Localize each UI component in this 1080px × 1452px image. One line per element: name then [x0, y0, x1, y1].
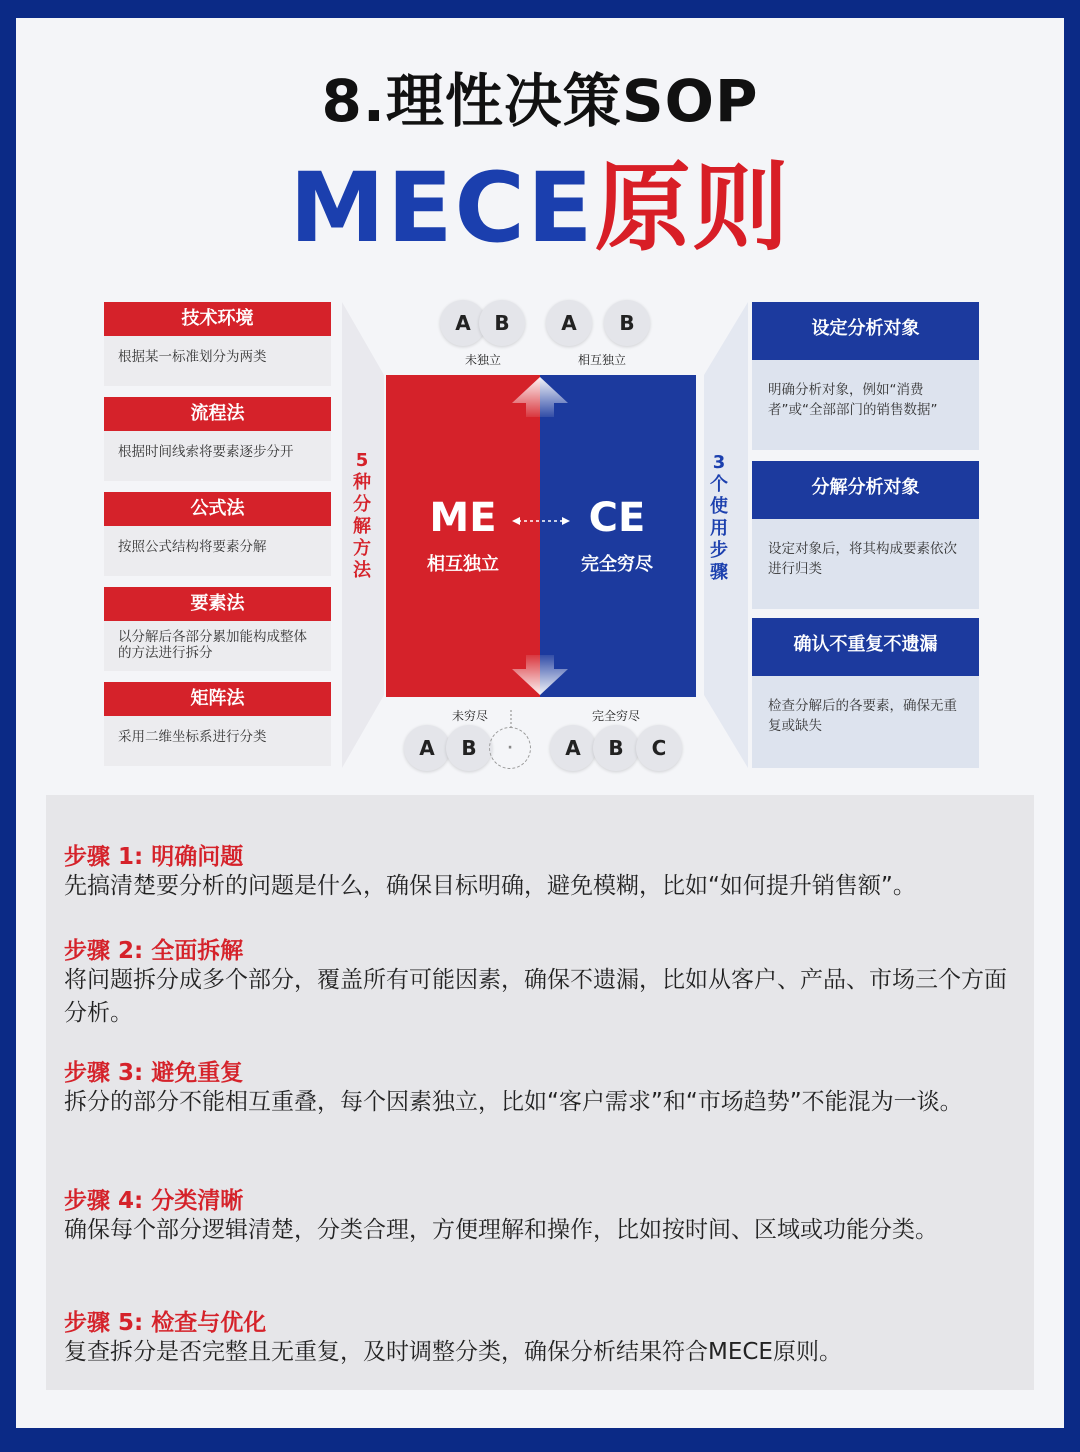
use-step-card	[752, 461, 979, 609]
method-desc: 按照公式结构将要素分解	[118, 539, 267, 555]
circle-a: A	[546, 300, 592, 346]
method-card	[104, 397, 331, 481]
use-step-title: 设定分析对象	[752, 302, 979, 360]
methods-vertical-label	[350, 450, 374, 582]
method-title: 公式法	[104, 492, 331, 526]
label-not-independent: 未独立	[464, 353, 501, 367]
method-card	[104, 302, 331, 386]
method-card	[104, 587, 331, 671]
method-desc: 以分解后各部分累加能构成整体的方法进行拆分	[118, 629, 307, 661]
circle-b: B	[446, 725, 492, 771]
step-text: 复查拆分是否完整且无重复，及时调整分类，确保分析结果符合MECE原则。	[64, 1339, 842, 1365]
left-arrow-icon	[512, 517, 520, 525]
method-title: 要素法	[104, 587, 331, 621]
method-title: 矩阵法	[104, 682, 331, 716]
label-exhaustive: 完全穷尽	[591, 709, 640, 723]
headline	[0, 132, 1080, 269]
step-text: 确保每个部分逻辑清楚，分类合理，方便理解和操作，比如按时间、区域或功能分类。	[64, 1217, 938, 1243]
step-heading: 步骤 5: 检查与优化	[64, 1310, 267, 1336]
methods-vertical-text: 5种分解方法	[353, 450, 371, 581]
method-desc: 根据某一标准划分为两类	[118, 349, 267, 365]
step-heading: 步骤 1: 明确问题	[64, 844, 244, 870]
step-heading: 步骤 3: 避免重复	[64, 1060, 244, 1086]
method-title: 流程法	[104, 397, 331, 431]
method-desc: 根据时间线索将要素逐步分开	[118, 444, 294, 460]
circle-c: C	[636, 725, 682, 771]
down-arrow-icon	[512, 655, 568, 695]
headline-mece: MECE	[289, 152, 595, 264]
method-card	[104, 682, 331, 766]
ce-subtitle: 完全穷尽	[581, 554, 653, 575]
method-desc: 采用二维坐标系进行分类	[118, 729, 267, 745]
step-text: 拆分的部分不能相互重叠，每个因素独立，比如“客户需求”和“市场趋势”不能混为一谈。	[64, 1089, 963, 1115]
step-text: 先搞清楚要分析的问题是什么，确保目标明确，避免模糊，比如“如何提升销售额”。	[64, 873, 916, 899]
use-step-title: 分解分析对象	[752, 461, 979, 519]
center-arrows	[386, 375, 696, 697]
up-arrow-icon	[512, 377, 568, 417]
use-step-card	[752, 618, 979, 768]
circle-b: B	[604, 300, 650, 346]
steps-vertical-text: 3个使用步骤	[710, 452, 728, 583]
me-title: ME	[429, 495, 497, 541]
dashed-connector	[508, 710, 514, 730]
circle-a: A	[404, 725, 450, 771]
method-card	[104, 492, 331, 576]
page-title: 8.理性决策SOP	[321, 67, 759, 135]
use-step-card	[752, 302, 979, 450]
right-arrow-icon	[562, 517, 570, 525]
step-heading: 步骤 4: 分类清晰	[64, 1188, 244, 1214]
use-step-desc: 设定对象后，将其构成要素依次进行归类	[768, 541, 957, 577]
steps-vertical-label	[707, 452, 731, 584]
use-step-title: 确认不重复不遗漏	[752, 618, 979, 676]
ce-title: CE	[588, 495, 646, 541]
circle-a: A	[440, 300, 486, 346]
circle-b: B	[593, 725, 639, 771]
headline-principle: 原则	[594, 152, 791, 264]
step-text: 将问题拆分成多个部分，覆盖所有可能因素，确保不遗漏，比如从客户、产品、市场三个方面分析。	[64, 967, 1007, 1026]
step-heading: 步骤 2: 全面拆解	[64, 938, 244, 964]
circle-b: B	[479, 300, 525, 346]
me-subtitle: 相互独立	[427, 554, 499, 575]
method-title: 技术环境	[104, 302, 331, 336]
use-step-desc: 检查分解后的各要素，确保无重复或缺失	[768, 698, 957, 734]
circle-a: A	[550, 725, 596, 771]
label-not-exhaustive: 未穷尽	[451, 709, 488, 723]
missing-circle-icon: ·	[489, 727, 531, 769]
use-step-desc: 明确分析对象，例如“消费者”或“全部部门的销售数据”	[768, 382, 938, 418]
label-independent: 相互独立	[577, 353, 626, 367]
